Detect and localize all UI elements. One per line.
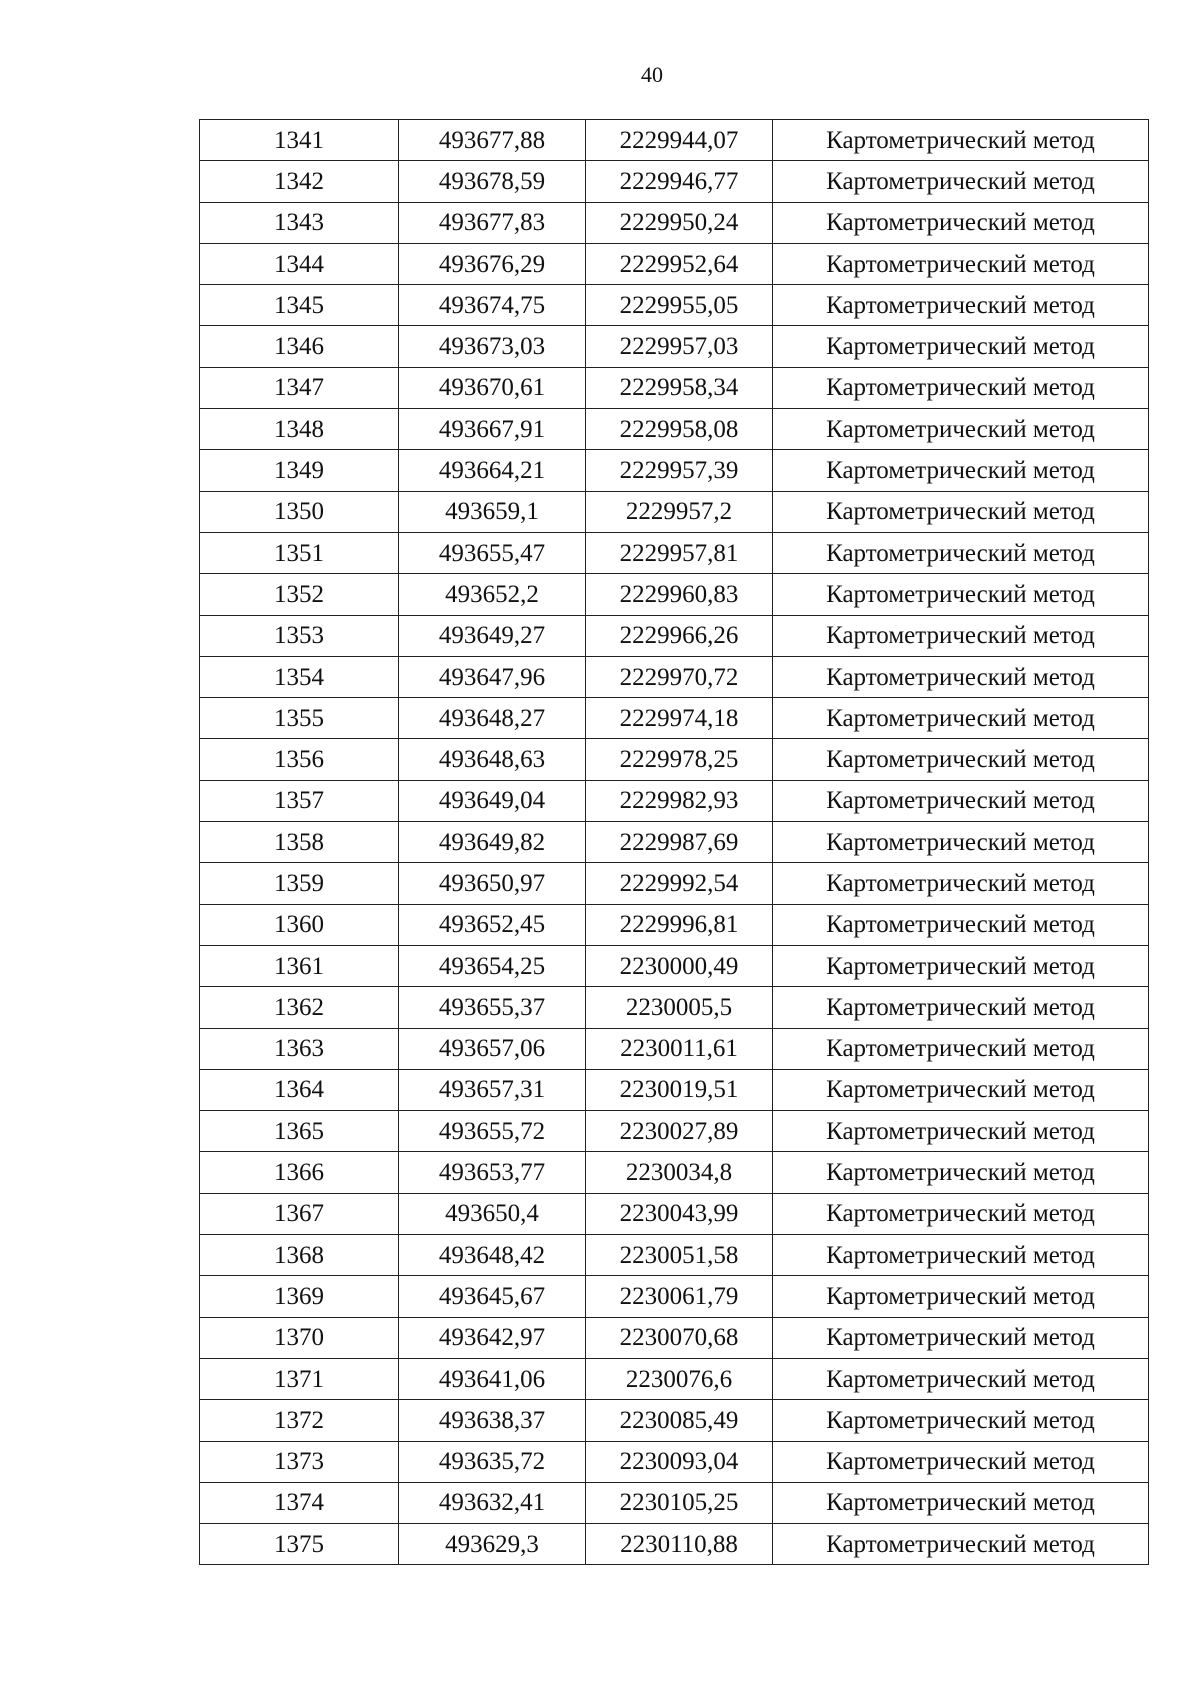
method-cell: Картометрический метод (773, 491, 1149, 532)
method-cell: Картометрический метод (773, 1317, 1149, 1358)
x-coordinate-cell: 493674,75 (399, 285, 586, 326)
point-number-cell: 1348 (200, 409, 399, 450)
page-number: 40 (641, 62, 663, 87)
y-coordinate-cell: 2229996,81 (586, 904, 773, 945)
method-cell: Картометрический метод (773, 1400, 1149, 1441)
y-coordinate-cell: 2229970,72 (586, 656, 773, 697)
y-coordinate-cell: 2229958,34 (586, 367, 773, 408)
point-number-cell: 1361 (200, 945, 399, 986)
x-coordinate-cell: 493667,91 (399, 409, 586, 450)
method-cell: Картометрический метод (773, 1441, 1149, 1482)
x-coordinate-cell: 493629,3 (399, 1524, 586, 1565)
point-number-cell: 1372 (200, 1400, 399, 1441)
method-cell: Картометрический метод (773, 615, 1149, 656)
point-number-cell: 1368 (200, 1235, 399, 1276)
point-number-cell: 1359 (200, 863, 399, 904)
method-cell: Картометрический метод (773, 367, 1149, 408)
x-coordinate-cell: 493677,83 (399, 202, 586, 243)
table-row (200, 367, 1149, 408)
table-row (200, 945, 1149, 986)
table-row (200, 326, 1149, 367)
table-row (200, 120, 1149, 161)
point-number-cell: 1371 (200, 1358, 399, 1399)
point-number-cell: 1366 (200, 1152, 399, 1193)
table-row (200, 1400, 1149, 1441)
point-number-cell: 1357 (200, 780, 399, 821)
y-coordinate-cell: 2230070,68 (586, 1317, 773, 1358)
table-row (200, 1193, 1149, 1234)
y-coordinate-cell: 2229955,05 (586, 285, 773, 326)
x-coordinate-cell: 493650,97 (399, 863, 586, 904)
method-cell: Картометрический метод (773, 698, 1149, 739)
method-cell: Картометрический метод (773, 1276, 1149, 1317)
coordinates-table (199, 119, 1149, 1565)
y-coordinate-cell: 2230076,6 (586, 1358, 773, 1399)
table-row (200, 532, 1149, 573)
y-coordinate-cell: 2230000,49 (586, 945, 773, 986)
method-cell: Картометрический метод (773, 1482, 1149, 1523)
point-number-cell: 1355 (200, 698, 399, 739)
method-cell: Картометрический метод (773, 822, 1149, 863)
y-coordinate-cell: 2230093,04 (586, 1441, 773, 1482)
method-cell: Картометрический метод (773, 739, 1149, 780)
method-cell: Картометрический метод (773, 243, 1149, 284)
x-coordinate-cell: 493649,04 (399, 780, 586, 821)
table-row (200, 698, 1149, 739)
x-coordinate-cell: 493678,59 (399, 161, 586, 202)
table-row (200, 1028, 1149, 1069)
table-row (200, 1111, 1149, 1152)
point-number-cell: 1352 (200, 574, 399, 615)
x-coordinate-cell: 493655,37 (399, 987, 586, 1028)
y-coordinate-cell: 2230051,58 (586, 1235, 773, 1276)
point-number-cell: 1358 (200, 822, 399, 863)
method-cell: Картометрический метод (773, 1069, 1149, 1110)
table-row (200, 1235, 1149, 1276)
x-coordinate-cell: 493649,27 (399, 615, 586, 656)
x-coordinate-cell: 493670,61 (399, 367, 586, 408)
method-cell: Картометрический метод (773, 285, 1149, 326)
x-coordinate-cell: 493673,03 (399, 326, 586, 367)
point-number-cell: 1374 (200, 1482, 399, 1523)
table-row (200, 1069, 1149, 1110)
x-coordinate-cell: 493659,1 (399, 491, 586, 532)
point-number-cell: 1367 (200, 1193, 399, 1234)
point-number-cell: 1373 (200, 1441, 399, 1482)
x-coordinate-cell: 493655,72 (399, 1111, 586, 1152)
method-cell: Картометрический метод (773, 409, 1149, 450)
x-coordinate-cell: 493649,82 (399, 822, 586, 863)
x-coordinate-cell: 493642,97 (399, 1317, 586, 1358)
method-cell: Картометрический метод (773, 161, 1149, 202)
x-coordinate-cell: 493654,25 (399, 945, 586, 986)
table-row (200, 863, 1149, 904)
method-cell: Картометрический метод (773, 1358, 1149, 1399)
method-cell: Картометрический метод (773, 780, 1149, 821)
method-cell: Картометрический метод (773, 1111, 1149, 1152)
method-cell: Картометрический метод (773, 202, 1149, 243)
table-row (200, 450, 1149, 491)
y-coordinate-cell: 2229987,69 (586, 822, 773, 863)
y-coordinate-cell: 2229957,81 (586, 532, 773, 573)
y-coordinate-cell: 2230019,51 (586, 1069, 773, 1110)
y-coordinate-cell: 2230011,61 (586, 1028, 773, 1069)
table-row (200, 656, 1149, 697)
point-number-cell: 1342 (200, 161, 399, 202)
x-coordinate-cell: 493648,63 (399, 739, 586, 780)
method-cell: Картометрический метод (773, 1152, 1149, 1193)
y-coordinate-cell: 2229978,25 (586, 739, 773, 780)
method-cell: Картометрический метод (773, 987, 1149, 1028)
x-coordinate-cell: 493653,77 (399, 1152, 586, 1193)
method-cell: Картометрический метод (773, 945, 1149, 986)
x-coordinate-cell: 493632,41 (399, 1482, 586, 1523)
table-row (200, 491, 1149, 532)
point-number-cell: 1347 (200, 367, 399, 408)
x-coordinate-cell: 493657,31 (399, 1069, 586, 1110)
y-coordinate-cell: 2230005,5 (586, 987, 773, 1028)
table-row (200, 243, 1149, 284)
point-number-cell: 1343 (200, 202, 399, 243)
x-coordinate-cell: 493638,37 (399, 1400, 586, 1441)
method-cell: Картометрический метод (773, 1524, 1149, 1565)
x-coordinate-cell: 493676,29 (399, 243, 586, 284)
table-row (200, 822, 1149, 863)
x-coordinate-cell: 493664,21 (399, 450, 586, 491)
y-coordinate-cell: 2229958,08 (586, 409, 773, 450)
x-coordinate-cell: 493677,88 (399, 120, 586, 161)
table-row (200, 574, 1149, 615)
table-row (200, 409, 1149, 450)
y-coordinate-cell: 2229957,2 (586, 491, 773, 532)
y-coordinate-cell: 2229982,93 (586, 780, 773, 821)
table-row (200, 202, 1149, 243)
y-coordinate-cell: 2230110,88 (586, 1524, 773, 1565)
table-row (200, 987, 1149, 1028)
y-coordinate-cell: 2229960,83 (586, 574, 773, 615)
point-number-cell: 1356 (200, 739, 399, 780)
method-cell: Картометрический метод (773, 574, 1149, 615)
y-coordinate-cell: 2229974,18 (586, 698, 773, 739)
y-coordinate-cell: 2229952,64 (586, 243, 773, 284)
y-coordinate-cell: 2229946,77 (586, 161, 773, 202)
y-coordinate-cell: 2230027,89 (586, 1111, 773, 1152)
point-number-cell: 1354 (200, 656, 399, 697)
point-number-cell: 1365 (200, 1111, 399, 1152)
point-number-cell: 1369 (200, 1276, 399, 1317)
x-coordinate-cell: 493655,47 (399, 532, 586, 573)
x-coordinate-cell: 493648,42 (399, 1235, 586, 1276)
method-cell: Картометрический метод (773, 863, 1149, 904)
x-coordinate-cell: 493641,06 (399, 1358, 586, 1399)
x-coordinate-cell: 493652,2 (399, 574, 586, 615)
point-number-cell: 1363 (200, 1028, 399, 1069)
method-cell: Картометрический метод (773, 904, 1149, 945)
y-coordinate-cell: 2229966,26 (586, 615, 773, 656)
table-row (200, 780, 1149, 821)
table-row (200, 904, 1149, 945)
x-coordinate-cell: 493650,4 (399, 1193, 586, 1234)
y-coordinate-cell: 2229992,54 (586, 863, 773, 904)
point-number-cell: 1349 (200, 450, 399, 491)
table-row (200, 1441, 1149, 1482)
point-number-cell: 1341 (200, 120, 399, 161)
point-number-cell: 1353 (200, 615, 399, 656)
point-number-cell: 1350 (200, 491, 399, 532)
coordinates-table-body (200, 120, 1149, 1565)
method-cell: Картометрический метод (773, 326, 1149, 367)
y-coordinate-cell: 2230034,8 (586, 1152, 773, 1193)
point-number-cell: 1351 (200, 532, 399, 573)
method-cell: Картометрический метод (773, 450, 1149, 491)
table-row (200, 1358, 1149, 1399)
x-coordinate-cell: 493645,67 (399, 1276, 586, 1317)
method-cell: Картометрический метод (773, 120, 1149, 161)
y-coordinate-cell: 2229957,39 (586, 450, 773, 491)
y-coordinate-cell: 2229957,03 (586, 326, 773, 367)
table-row (200, 615, 1149, 656)
method-cell: Картометрический метод (773, 1028, 1149, 1069)
table-row (200, 1152, 1149, 1193)
table-row (200, 1524, 1149, 1565)
point-number-cell: 1364 (200, 1069, 399, 1110)
y-coordinate-cell: 2229950,24 (586, 202, 773, 243)
point-number-cell: 1346 (200, 326, 399, 367)
table-row (200, 1317, 1149, 1358)
method-cell: Картометрический метод (773, 1193, 1149, 1234)
point-number-cell: 1345 (200, 285, 399, 326)
table-row (200, 285, 1149, 326)
point-number-cell: 1362 (200, 987, 399, 1028)
table-row (200, 739, 1149, 780)
method-cell: Картометрический метод (773, 532, 1149, 573)
x-coordinate-cell: 493635,72 (399, 1441, 586, 1482)
point-number-cell: 1370 (200, 1317, 399, 1358)
method-cell: Картометрический метод (773, 1235, 1149, 1276)
point-number-cell: 1344 (200, 243, 399, 284)
y-coordinate-cell: 2230085,49 (586, 1400, 773, 1441)
x-coordinate-cell: 493648,27 (399, 698, 586, 739)
x-coordinate-cell: 493657,06 (399, 1028, 586, 1069)
table-row (200, 1276, 1149, 1317)
x-coordinate-cell: 493652,45 (399, 904, 586, 945)
y-coordinate-cell: 2230105,25 (586, 1482, 773, 1523)
method-cell: Картометрический метод (773, 656, 1149, 697)
point-number-cell: 1375 (200, 1524, 399, 1565)
table-row (200, 161, 1149, 202)
y-coordinate-cell: 2229944,07 (586, 120, 773, 161)
y-coordinate-cell: 2230061,79 (586, 1276, 773, 1317)
y-coordinate-cell: 2230043,99 (586, 1193, 773, 1234)
point-number-cell: 1360 (200, 904, 399, 945)
x-coordinate-cell: 493647,96 (399, 656, 586, 697)
table-row (200, 1482, 1149, 1523)
